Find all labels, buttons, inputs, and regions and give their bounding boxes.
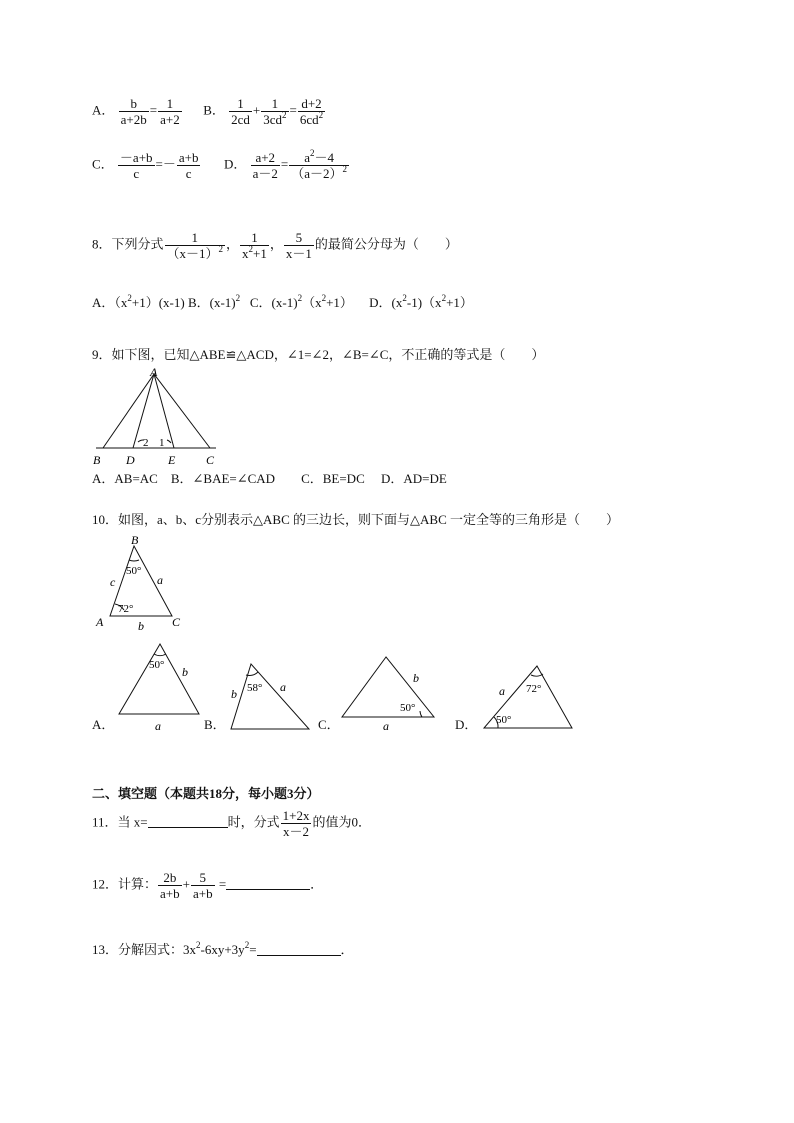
q9-label-B: B xyxy=(93,453,101,467)
q10-option-b-angle: 58° xyxy=(247,682,263,694)
q10-main-side-a: a xyxy=(157,573,163,587)
q10-main-side-c: c xyxy=(110,575,116,589)
q7-d-rhs-fraction: $\frac{a^2-4}{(a-2)^2}$ xyxy=(291,148,348,181)
q9-label-D: D xyxy=(126,453,135,467)
q8-option-a: A．$(x^2+1)(x-1)$ xyxy=(92,293,185,310)
q8-fraction-2: $\frac{1}{x^2+1}$ xyxy=(242,230,267,261)
q8-option-c: C．$(x-1)^2(x^2+1)$ xyxy=(249,293,353,310)
q8-fraction-1: $\frac{1}{(x-1)^2}$ xyxy=(166,230,224,261)
q8-stem: 8．下列分式 $\frac{1}{(x-1)^2}$ ， $\frac{1}{x^2+1}$ ， $\frac{5}{x-1}$ 的最简公分母为（ ） xyxy=(92,230,458,261)
q10-stem: 10．如图，a、b、c分别表示△ABC 的三边长，则下面与△ABC 一定全等的三角形是（ ） xyxy=(92,512,619,527)
q7-option-c-label: C． xyxy=(92,156,114,172)
q10-option-c-side-a: a xyxy=(383,719,389,733)
q10-main-label-A: A xyxy=(96,615,104,629)
q9-label-E: E xyxy=(168,453,176,467)
q10-option-b-side-a: a xyxy=(280,680,286,694)
q9-label-C: C xyxy=(206,453,215,467)
q12-fraction-2: $\frac{5}{a+b}$ xyxy=(192,870,213,901)
q12: 12．计算： $\frac{2b}{a+b}$ + $\frac{5}{a+b}$ = ． xyxy=(92,870,324,901)
q7-c-lhs-fraction: $\frac{-a+b}{c}$ xyxy=(119,150,153,181)
q7-option-b-label: B． xyxy=(203,102,225,118)
q7-option-a-label: A． xyxy=(92,102,115,118)
q10-option-a-label: A． xyxy=(92,717,115,732)
q10-option-d-side-a: a xyxy=(499,684,505,698)
q7-d-lhs-fraction: $\frac{a+2}{a-2}$ xyxy=(252,150,278,181)
q11-fraction: $\frac{1+2x}{x-2}$ xyxy=(282,808,310,839)
section-2-title: 二、填空题（本题共18分，每小题3分） xyxy=(92,786,320,801)
q10-main-angle-A: 72° xyxy=(118,603,134,615)
q10-main-angle-B: 50° xyxy=(126,565,142,577)
q10-option-c-angle: 50° xyxy=(400,702,416,714)
q8-option-b: B．$(x-1)^2$ xyxy=(187,293,241,310)
q10-option-c-side-b: b xyxy=(413,671,419,685)
q7-option-d-label: D． xyxy=(223,156,247,172)
q7-b-rhs-fraction: $\frac{d+2}{6cd^2}$ xyxy=(299,96,324,127)
q10-option-d-angle-top: 72° xyxy=(526,683,542,695)
q10-option-a-side-b: b xyxy=(182,665,188,679)
q13-answer-blank[interactable] xyxy=(257,941,341,956)
q7-c-rhs-fraction: $\frac{a+b}{c}$ xyxy=(178,150,199,181)
q10-main-triangle xyxy=(90,530,200,634)
q8-fraction-3: $\frac{5}{x-1}$ xyxy=(285,230,312,261)
q7-row1: A． $\frac{b}{a+2b}$ = $\frac{1}{a+2}$ B． $\frac{1}{2cd}$ + $\frac{1}{3cd^2}$ = $\frac{d+2}{6cd^2}$ xyxy=(92,96,324,127)
q12-fraction-1: $\frac{2b}{a+b}$ xyxy=(160,870,180,901)
q11-answer-blank[interactable] xyxy=(148,813,228,828)
q10-option-b-label: B． xyxy=(204,717,226,732)
q9-options: A．AB=AC B．∠BAE=∠CAD C．BE=DC D．AD=DE xyxy=(92,471,447,486)
q7-a-rhs-fraction: $\frac{1}{a+2}$ xyxy=(160,96,180,127)
q8-options xyxy=(92,293,473,313)
q10-main-label-C: C xyxy=(172,615,181,629)
q10-option-a-side-a: a xyxy=(155,719,161,733)
q7-a-lhs-fraction: $\frac{b}{a+2b}$ xyxy=(120,96,147,127)
q11: 11．当 x= 时，分式 $\frac{1+2x}{x-2}$ 的值为0． xyxy=(92,808,371,839)
q9-label-A: A xyxy=(150,365,158,379)
q10-option-c-triangle xyxy=(338,653,438,735)
q13: 13．分解因式：$3x^2-6xy+3y^2=$ ． xyxy=(92,940,354,957)
q9-figure xyxy=(88,364,228,470)
q10-option-a-triangle xyxy=(115,640,205,735)
q7-b-term1-fraction: $\frac{1}{2cd}$ xyxy=(231,96,250,127)
q9-label-1: 1 xyxy=(159,437,165,449)
q10-main-side-b: b xyxy=(138,619,144,633)
q7-b-term2-fraction: $\frac{1}{3cd^2}$ xyxy=(263,96,287,127)
q9-stem: 9．如下图，已知△ABE≌△ACD，∠1=∠2，∠B=∠C，不正确的等式是（ ） xyxy=(92,347,545,362)
q7-row2: C． $\frac{-a+b}{c}$ =－ $\frac{a+b}{c}$ D． $\frac{a+2}{a-2}$ = $\frac{a^2-4}{(a-2)^2}$ xyxy=(92,148,348,181)
q8-option-d: D．$(x^2-1)(x^2+1)$ xyxy=(369,293,473,310)
q10-option-c-label: C． xyxy=(318,717,340,732)
q10-option-a-angle: 50° xyxy=(149,659,165,671)
q10-option-d-triangle xyxy=(480,662,580,734)
q10-option-b-side-b: b xyxy=(231,687,237,701)
q10-option-b-triangle xyxy=(225,658,315,733)
q10-option-d-angle-left: 50° xyxy=(496,714,512,726)
q12-answer-blank[interactable] xyxy=(226,875,310,890)
q10-main-label-B: B xyxy=(131,533,139,547)
q9-label-2: 2 xyxy=(143,437,149,449)
q10-option-d-label: D． xyxy=(455,717,478,732)
